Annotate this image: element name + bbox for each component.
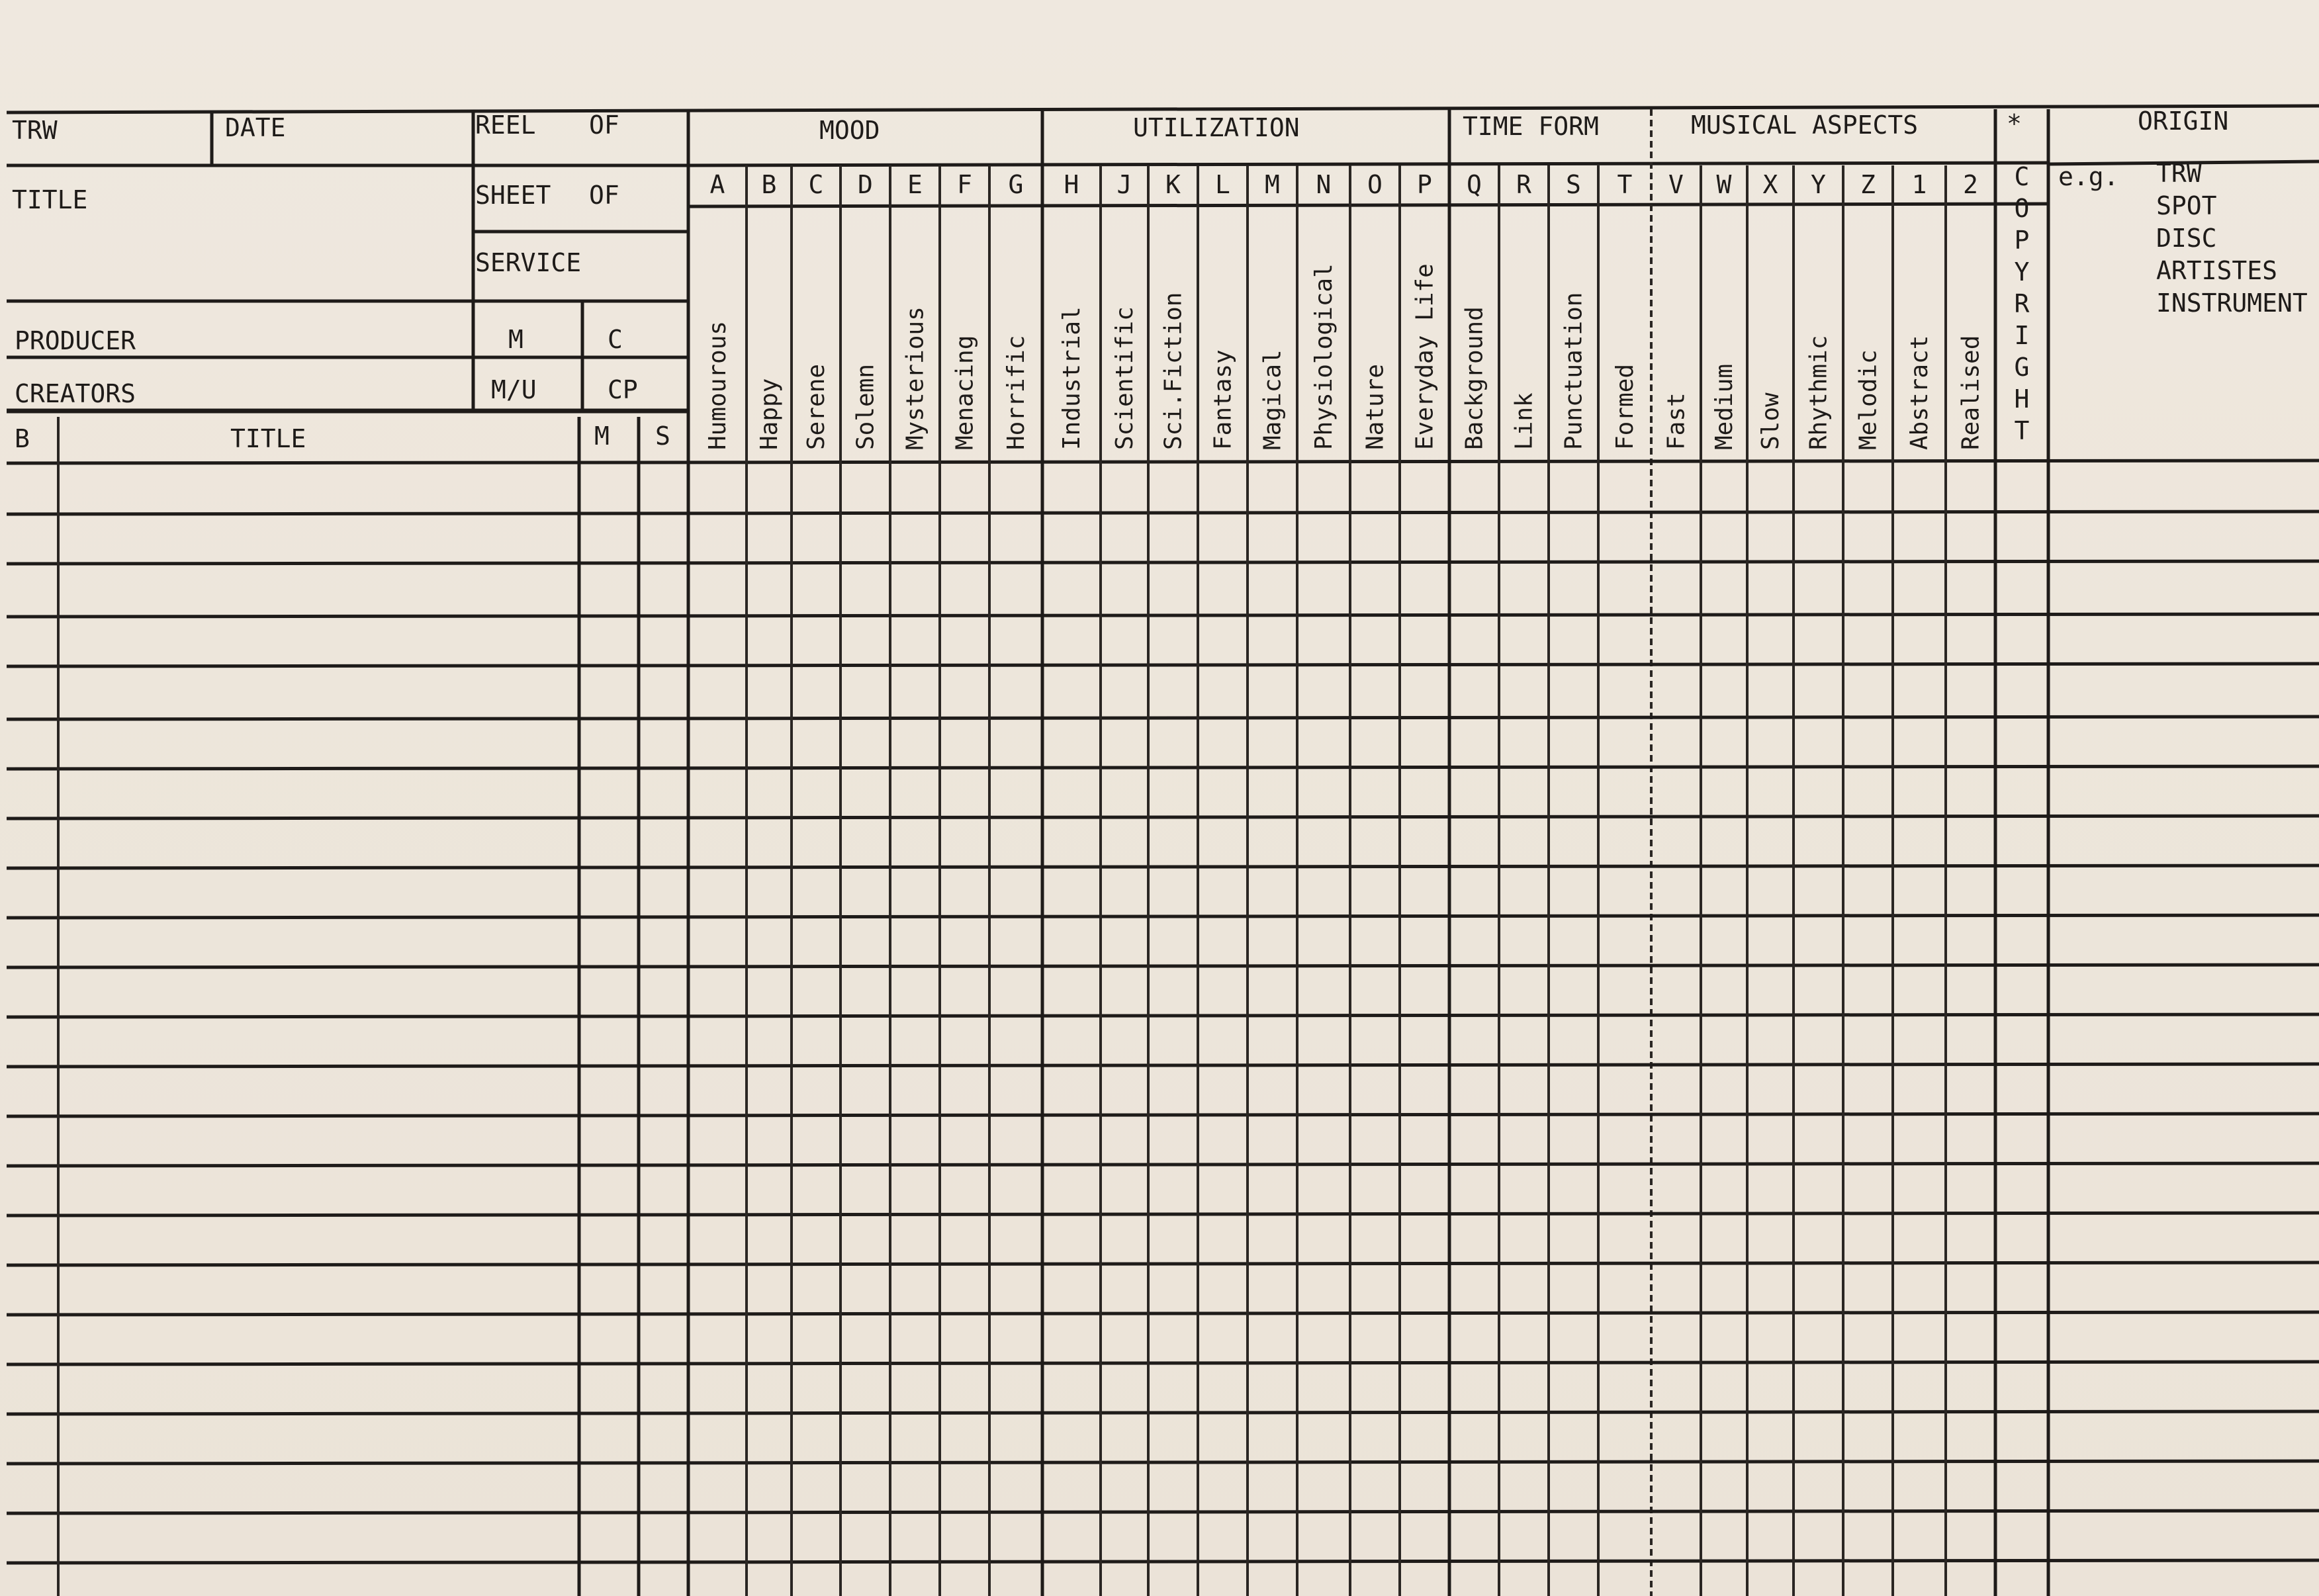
copyright-letter: R — [2014, 289, 2030, 318]
service-label: SERVICE — [475, 248, 582, 277]
origin-item: DISC — [2156, 224, 2217, 253]
table-row-line — [7, 1362, 2319, 1364]
column-label: Magical — [1259, 349, 1287, 450]
column-label: Scientific — [1111, 306, 1138, 450]
utilization-heading: UTILIZATION — [1133, 113, 1300, 142]
table-row-line — [7, 1163, 2319, 1166]
sheet-label: SHEET — [475, 181, 551, 210]
s-column-header: S — [655, 421, 670, 451]
origin-item: TRW — [2156, 159, 2202, 188]
table-row-line — [7, 717, 2319, 719]
column-letter: M — [1265, 170, 1280, 199]
table-row-line — [7, 1461, 2319, 1464]
column-letter: W — [1716, 170, 1732, 199]
mu-label: M/U — [491, 375, 537, 404]
table-row-line — [7, 816, 2319, 819]
origin-item: SPOT — [2156, 191, 2217, 220]
column-label: Serene — [803, 363, 830, 450]
column-label: Solemn — [852, 363, 880, 450]
column-letter: D — [858, 170, 873, 199]
c-label: C — [608, 325, 623, 354]
column-label: Fast — [1662, 392, 1690, 450]
column-label: Sci.Fiction — [1160, 292, 1187, 450]
column-label: Everyday Life — [1411, 263, 1439, 450]
column-letter: S — [1566, 170, 1581, 199]
reel-of-label: OF — [589, 111, 619, 140]
column-letter: L — [1215, 170, 1230, 199]
title-field-label: TITLE — [12, 185, 88, 214]
table-row-line — [7, 915, 2319, 918]
column-letter: R — [1516, 170, 1531, 199]
column-letter: V — [1668, 170, 1684, 199]
column-label: Fantasy — [1209, 349, 1237, 450]
copyright-letter: T — [2014, 416, 2030, 445]
column-label: Melodic — [1854, 349, 1882, 450]
reel-label: REEL — [475, 111, 536, 140]
table-row-line — [7, 1014, 2319, 1017]
column-label: Background — [1461, 306, 1488, 450]
table-row-line — [7, 865, 2319, 868]
creators-label: CREATORS — [15, 379, 136, 408]
table-row-line — [7, 511, 2319, 514]
trw-label: TRW — [12, 116, 58, 145]
column-label: Punctuation — [1560, 292, 1588, 450]
table-row-line — [7, 1312, 2319, 1315]
table-row-line — [7, 766, 2319, 769]
copyright-letter: O — [2014, 194, 2030, 223]
column-letter: 1 — [1911, 170, 1927, 199]
copyright-letter: Y — [2014, 257, 2030, 287]
column-letter: C — [808, 170, 824, 199]
table-row-line — [7, 664, 2319, 666]
copyright-column-header — [2015, 162, 2030, 445]
b-column-header: B — [15, 424, 30, 453]
copyright-letter: G — [2014, 353, 2030, 382]
table-row-lines — [7, 412, 2319, 1563]
column-label: Humourous — [704, 320, 731, 450]
copyright-letter: P — [2014, 226, 2030, 255]
group-headings — [819, 107, 2228, 145]
header-block — [12, 111, 638, 408]
column-label: Happy — [756, 378, 783, 450]
origin-eg-label: e.g. — [2058, 162, 2119, 191]
column-letter: B — [761, 170, 777, 199]
column-label: Industrial — [1058, 306, 1085, 450]
column-letter: F — [957, 170, 972, 199]
date-label: DATE — [225, 113, 286, 142]
column-letter: Y — [1811, 170, 1826, 199]
column-label: Rhythmic — [1805, 335, 1833, 450]
column-letter: Q — [1467, 170, 1482, 199]
column-label: Physiological — [1310, 263, 1338, 450]
m-label: M — [508, 325, 523, 354]
column-letter: K — [1165, 170, 1181, 199]
origin-heading: ORIGIN — [2138, 107, 2229, 136]
table-row-line — [7, 614, 2319, 617]
column-letter: H — [1064, 170, 1079, 199]
table-row-line — [7, 561, 2319, 564]
table-header-left — [15, 421, 670, 453]
m-column-header: M — [594, 421, 610, 451]
copyright-letter: C — [2014, 162, 2030, 191]
column-letter: X — [1762, 170, 1778, 199]
star-heading: * — [2007, 109, 2022, 138]
column-label: Menacing — [951, 335, 979, 450]
column-label: Link — [1510, 392, 1538, 450]
copyright-letter: H — [2014, 384, 2030, 414]
column-letter: J — [1116, 170, 1132, 199]
column-letter: P — [1417, 170, 1432, 199]
table-row-line — [7, 1064, 2319, 1067]
origin-item: INSTRUMENT — [2156, 288, 2308, 318]
column-letter: T — [1617, 170, 1633, 199]
producer-label: PRODUCER — [15, 326, 136, 355]
column-label: Medium — [1711, 363, 1738, 450]
table-row-line — [7, 1213, 2319, 1216]
column-letter: A — [709, 170, 725, 199]
column-letter: Z — [1860, 170, 1876, 199]
title-column-header: TITLE — [230, 424, 306, 453]
table-row-line — [7, 1411, 2319, 1414]
musical-aspects-heading: MUSICAL ASPECTS — [1691, 111, 1919, 140]
mood-heading: MOOD — [819, 116, 880, 145]
table-row-line — [7, 1263, 2319, 1265]
column-letter: E — [907, 170, 923, 199]
table-row-line — [7, 965, 2319, 967]
origin-examples — [2058, 159, 2308, 318]
table-row-line — [7, 1560, 2319, 1563]
table-row-line — [7, 1511, 2319, 1513]
column-letter: G — [1008, 170, 1024, 199]
column-label: Horrific — [1003, 335, 1030, 450]
cp-label: CP — [608, 375, 638, 404]
column-label: Realised — [1957, 335, 1985, 450]
table-row-line — [7, 1114, 2319, 1116]
copyright-letter: I — [2014, 321, 2030, 350]
column-label: Nature — [1361, 363, 1389, 450]
column-label: Formed — [1612, 363, 1639, 450]
table-row-line — [7, 461, 2319, 463]
column-letter: O — [1367, 170, 1383, 199]
column-letter: 2 — [1963, 170, 1978, 199]
column-label: Slow — [1757, 392, 1784, 450]
column-label: Mysterious — [901, 306, 929, 450]
time-form-heading: TIME FORM — [1463, 112, 1599, 141]
sheet-of-label: OF — [589, 181, 619, 210]
column-label: Abstract — [1906, 335, 1933, 450]
origin-item: ARTISTES — [2156, 256, 2278, 285]
column-letter: N — [1316, 170, 1332, 199]
